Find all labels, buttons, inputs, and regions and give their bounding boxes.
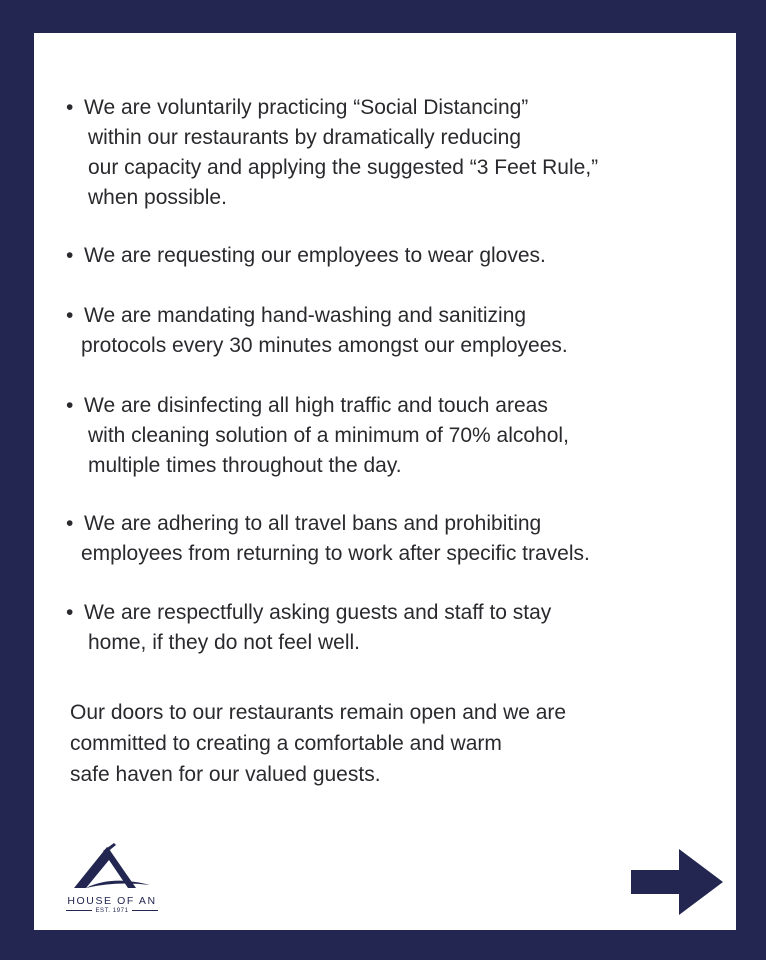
brand-est-text: EST. 1971 (95, 908, 129, 914)
policy-line: We are respectfully asking guests and staff to stay (84, 601, 552, 624)
policy-line: protocols every 30 minutes amongst our employees. (81, 334, 568, 357)
bullet-dot: • (66, 96, 74, 119)
bullet-dot: • (66, 394, 74, 417)
policy-line: with cleaning solution of a minimum of 70% alcohol, (88, 424, 569, 447)
policy-line: We are mandating hand-washing and sanitizing (84, 304, 527, 327)
policy-line: multiple times throughout the day. (88, 454, 402, 477)
policy-line: home, if they do not feel well. (88, 631, 360, 654)
brand-established (56, 908, 168, 914)
bullet-dot: • (66, 304, 74, 327)
closing-line: safe haven for our valued guests. (70, 763, 381, 786)
bullet-dot: • (66, 601, 74, 624)
brand-name: HOUSE OF AN (67, 895, 157, 907)
bullet-dot: • (66, 244, 74, 267)
bullet-dot: • (66, 512, 74, 535)
policy-item-disinfecting (66, 391, 569, 481)
policy-item-travel-bans (66, 509, 590, 569)
right-arrow-icon[interactable] (631, 849, 723, 915)
closing-line: committed to creating a comfortable and warm (70, 732, 502, 755)
closing-line: Our doors to our restaurants remain open and we are (70, 701, 567, 724)
policy-line: We are adhering to all travel bans and prohibiting (84, 512, 542, 535)
policy-line: We are requesting our employees to wear gloves. (84, 244, 546, 267)
policy-item-stay-home (66, 598, 552, 658)
brand-logo (56, 841, 168, 913)
closing-statement (70, 697, 720, 790)
policy-line: when possible. (88, 186, 227, 209)
policy-item-gloves (66, 241, 546, 271)
policy-line: our capacity and applying the suggested “3 Feet Rule,” (88, 156, 599, 179)
divider (66, 910, 92, 911)
policy-line: within our restaurants by dramatically reducing (88, 126, 522, 149)
policy-line: employees from returning to work after specific travels. (81, 542, 590, 565)
policy-item-hand-washing (66, 301, 568, 361)
policy-line: We are disinfecting all high traffic and touch areas (84, 394, 548, 417)
house-of-an-logo-mark-icon (56, 841, 168, 895)
notice-card (34, 33, 736, 930)
policy-line: We are voluntarily practicing “Social Distancing” (84, 96, 529, 119)
policy-item-social-distancing (66, 93, 599, 213)
divider (132, 910, 158, 911)
